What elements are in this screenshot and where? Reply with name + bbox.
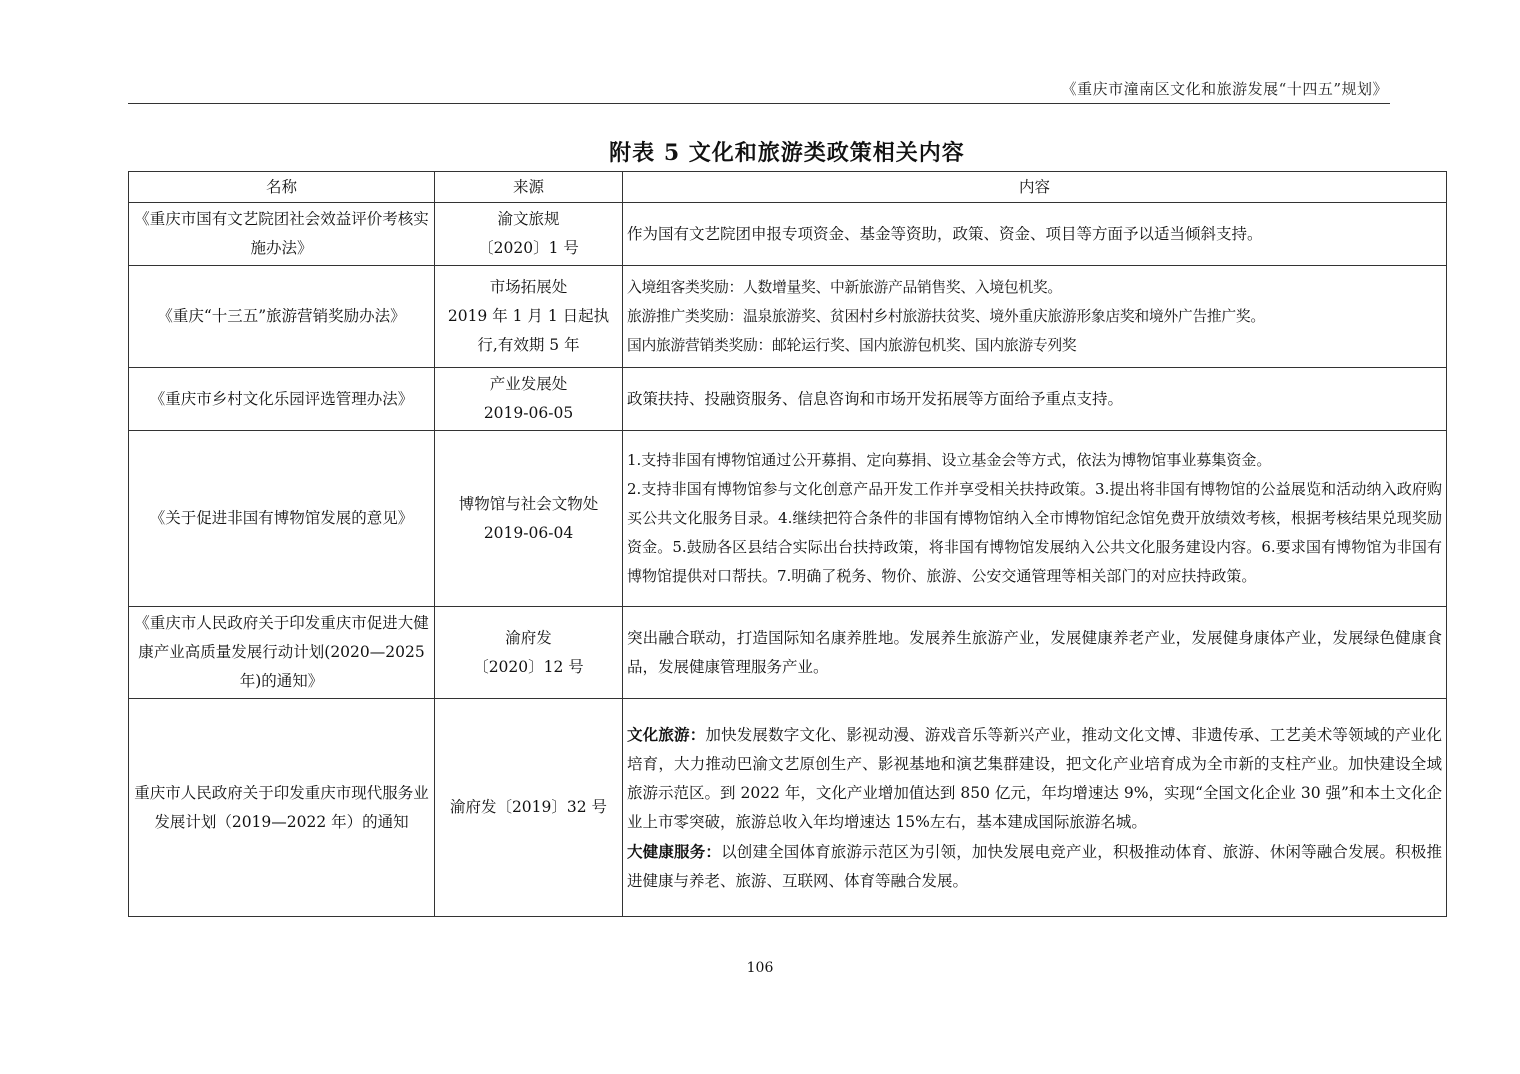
row-source <box>435 266 623 368</box>
source-line: 2019 年 1 月 1 日起执行,有效期 5 年 <box>447 307 610 354</box>
page-title: 附表 5 文化和旅游类政策相关内容 <box>609 140 965 166</box>
section-label: 文化旅游： <box>627 724 706 744</box>
source-line: 产业发展处 <box>489 375 568 393</box>
source-line: 〔2020〕1 号 <box>478 239 579 257</box>
content-line: 入境组客类奖励：人数增量奖、中新旅游产品销售奖、入境包机奖。 <box>627 279 1062 296</box>
row-content: 政策扶持、投融资服务、信息咨询和市场开发拓展等方面给予重点支持。 <box>623 368 1447 431</box>
row-source <box>435 607 623 699</box>
table-row <box>129 266 1447 368</box>
row-name: 《重庆市人民政府关于印发重庆市促进大健康产业高质量发展行动计划(2020—2025 年)的通知》 <box>129 607 435 699</box>
table-row <box>129 203 1447 266</box>
source-line: 市场拓展处 <box>489 278 568 296</box>
table-row <box>129 607 1447 699</box>
content-section <box>627 837 1442 896</box>
table-row <box>129 431 1447 607</box>
section-text: 加快发展数字文化、影视动漫、游戏音乐等新兴产业，推动文化文博、非遗传承、工艺美术等领域的产业化培育，大力推动巴渝文艺原创生产、影视基地和演艺集群建设，把文化产业培育成为全市新的支柱产业。加快建设全域旅游示范区。到 2022 年，文化产业增加值达到 850 亿元，年均增速达 9%，实现“全国文化企业 30 强”和本土文化企业上市零突破，旅游总收入年均增速达 15%左右，基本建成国际旅游名城。 <box>627 725 1442 831</box>
row-name: 《重庆“十三五”旅游营销奖励办法》 <box>129 266 435 368</box>
row-source <box>435 431 623 607</box>
content-line: 旅游推广类奖励：温泉旅游奖、贫困村乡村旅游扶贫奖、境外重庆旅游形象店奖和境外广告推广奖。 <box>627 308 1265 325</box>
row-name: 《关于促进非国有博物馆发展的意见》 <box>129 431 435 607</box>
page-number: 106 <box>746 960 774 976</box>
row-content <box>623 431 1447 607</box>
row-name: 《重庆市国有文艺院团社会效益评价考核实施办法》 <box>129 203 435 266</box>
row-content: 突出融合联动，打造国际知名康养胜地。发展养生旅游产业，发展健康养老产业，发展健身康体产业，发展绿色健康食品，发展健康管理服务产业。 <box>623 607 1447 699</box>
section-label: 大健康服务： <box>627 841 722 861</box>
row-name: 重庆市人民政府关于印发重庆市现代服务业发展计划（2019—2022 年）的通知 <box>129 699 435 917</box>
section-text: 以创建全国体育旅游示范区为引领，加快发展电竞产业，积极推动体育、旅游、休闲等融合发展。积极推进健康与养老、旅游、互联网、体育等融合发展。 <box>627 842 1442 890</box>
table-row <box>129 368 1447 431</box>
content-line: 1.支持非国有博物馆通过公开募捐、定向募捐、设立基金会等方式，依法为博物馆事业募集资金。 <box>627 451 1272 469</box>
content-line: 国内旅游营销类奖励：邮轮运行奖、国内旅游包机奖、国内旅游专列奖 <box>627 337 1077 354</box>
source-line: 2019-06-04 <box>483 523 574 542</box>
row-source <box>435 699 623 917</box>
row-content <box>623 266 1447 368</box>
content-section <box>627 720 1442 837</box>
running-header: 《重庆市潼南区文化和旅游发展“十四五”规划》 <box>1061 80 1388 98</box>
row-content <box>623 699 1447 917</box>
table-header-row <box>129 172 1447 203</box>
content-line: 2.支持非国有博物馆参与文化创意产品开发工作并享受相关扶持政策。3.提出将非国有博物馆的公益展览和活动纳入政府购买公共文化服务目录。4.继续把符合条件的非国有博物馆纳入全市博物馆纪念馆免费开放绩效考核，根据考核结果兑现奖励资金。5.鼓励各区县结合实际出台扶持政策，将非国有博物馆发展纳入公共文化服务建设内容。6.要求国有博物馆为非国有博物馆提供对口帮扶。7.明确了税务、物价、旅游、公安交通管理等相关部门的对应扶持政策。 <box>627 480 1442 585</box>
row-name: 《重庆市乡村文化乐园评选管理办法》 <box>129 368 435 431</box>
row-content: 作为国有文艺院团申报专项资金、基金等资助，政策、资金、项目等方面予以适当倾斜支持。 <box>623 203 1447 266</box>
policy-table <box>128 171 1447 917</box>
row-source <box>435 203 623 266</box>
source-line: 博物馆与社会文物处 <box>458 494 599 513</box>
column-header-content: 内容 <box>623 172 1447 203</box>
source-line: 渝文旅规 <box>497 210 560 228</box>
row-source <box>435 368 623 431</box>
source-line: 渝府发〔2019〕32 号 <box>449 798 608 816</box>
header-rule <box>128 103 1390 104</box>
source-line: 〔2020〕12 号 <box>473 657 584 676</box>
column-header-name: 名称 <box>129 172 435 203</box>
column-header-source: 来源 <box>435 172 623 203</box>
source-line: 渝府发 <box>505 628 552 647</box>
source-line: 2019-06-05 <box>483 404 574 422</box>
table-row <box>129 699 1447 917</box>
